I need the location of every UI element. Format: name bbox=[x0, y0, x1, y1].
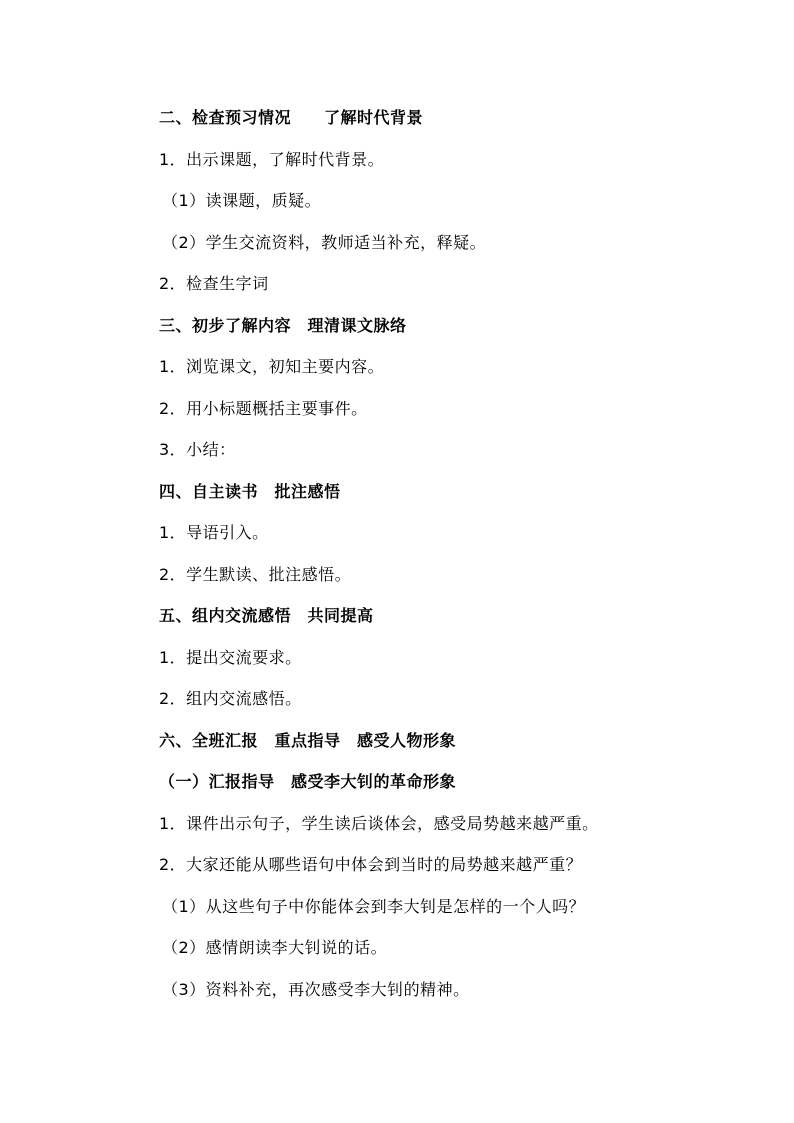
sub-item: （3）资料补充，再次感受李大钊的精神。 bbox=[162, 980, 470, 999]
subsection-heading: （一）汇报指导 感受李大钊的革命形象 bbox=[159, 772, 457, 791]
list-item: 2．组内交流感悟。 bbox=[159, 689, 302, 708]
list-item: 1．课件出示句子，学生读后谈体会，感受局势越来越严重。 bbox=[159, 814, 599, 833]
list-item: 1．浏览课文，初知主要内容。 bbox=[159, 357, 385, 376]
list-item: 2．用小标题概括主要事件。 bbox=[159, 399, 368, 418]
sub-item: （2）学生交流资料，教师适当补充，释疑。 bbox=[162, 233, 487, 252]
sub-item: （1）读课题，质疑。 bbox=[162, 191, 322, 210]
section-heading: 五、组内交流感悟 共同提高 bbox=[159, 606, 374, 625]
list-item: 2．大家还能从哪些语句中体会到当时的局势越来越严重？ bbox=[159, 855, 583, 874]
list-item: 1．导语引入。 bbox=[159, 523, 269, 542]
section-heading: 四、自主读书 批注感悟 bbox=[159, 482, 341, 501]
list-item: 1．提出交流要求。 bbox=[159, 648, 302, 667]
section-heading: 三、初步了解内容 理清课文脉络 bbox=[159, 316, 407, 335]
sub-item: （1）从这些句子中你能体会到李大钊是怎样的一个人吗？ bbox=[162, 897, 586, 916]
list-item: 2．检查生字词 bbox=[159, 274, 269, 293]
section-heading: 二、检查预习情况 了解时代背景 bbox=[159, 108, 424, 127]
section-heading: 六、全班汇报 重点指导 感受人物形象 bbox=[159, 731, 457, 750]
sub-item: （2）感情朗读李大钊说的话。 bbox=[162, 938, 388, 957]
list-item: 2．学生默读、批注感悟。 bbox=[159, 565, 352, 584]
list-item: 3．小结： bbox=[159, 440, 236, 459]
list-item: 1．出示课题，了解时代背景。 bbox=[159, 150, 385, 169]
